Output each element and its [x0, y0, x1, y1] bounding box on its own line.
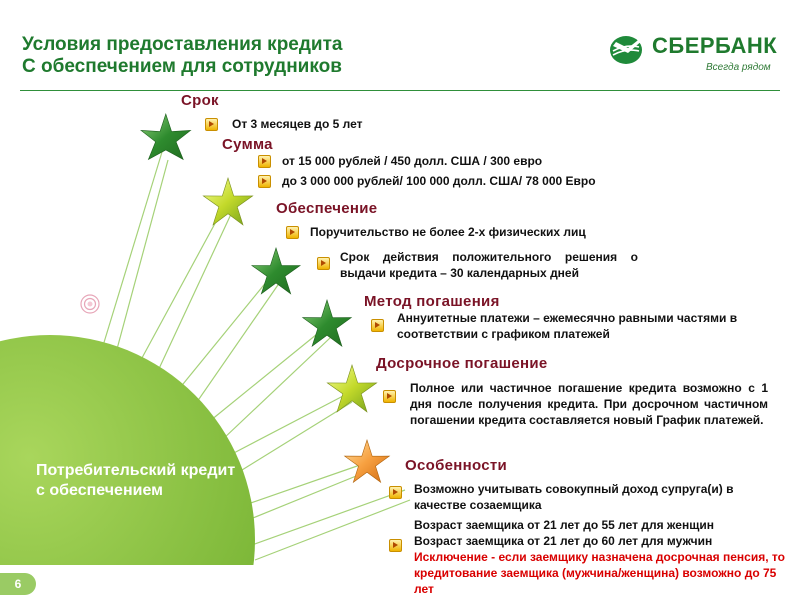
heading-early-repayment: Досрочное погашение — [376, 355, 548, 372]
bullet-icon — [371, 319, 384, 332]
title-divider — [20, 90, 780, 91]
heading-repayment: Метод погашения — [364, 293, 500, 310]
features-item-1: Возможно учитывать совокупный доход супруга(и) в качестве созаемщика — [414, 482, 734, 512]
security-item-1: Поручительство не более 2-х физических лиц — [310, 225, 586, 239]
page-title — [22, 34, 442, 78]
bullet-icon — [205, 118, 218, 131]
heading-features: Особенности — [405, 457, 508, 474]
star-icon-amount — [203, 178, 252, 225]
bullet-icon — [383, 390, 396, 403]
sberbank-logo-icon — [606, 34, 646, 66]
target-icon — [81, 295, 99, 313]
title-line-2: С обеспечением для сотрудников — [22, 56, 342, 77]
star-icon-term — [141, 114, 191, 159]
bullet-icon — [258, 175, 271, 188]
page-number: 6 — [0, 573, 36, 595]
amount-item-2: до 3 000 000 рублей/ 100 000 долл. США/ 78 000 Евро — [282, 174, 596, 188]
repayment-item-1: Аннуитетные платежи – ежемесячно равными частями в соответствии с графиком платежей — [397, 311, 738, 341]
title-line-1: Условия предоставления кредита — [22, 34, 343, 55]
star-icon-features — [345, 440, 390, 482]
security-item-2: Срок действия положительного решения о выдачи кредита – 30 календарных дней — [340, 250, 638, 280]
circle-label: Потребительский кредит с обеспечением — [36, 462, 236, 499]
bullet-icon — [317, 257, 330, 270]
bullet-icon — [286, 226, 299, 239]
term-item-1: От 3 месяцев до 5 лет — [232, 117, 363, 131]
logo-tagline: Всегда рядом — [706, 62, 771, 73]
bullet-icon — [389, 539, 402, 552]
features-exception: Исключение - если заемщику назначена досрочная пенсия, то кредитование заемщика (мужчина/женщина) возможно до 75 лет — [414, 550, 785, 596]
logo-wordmark: СБЕРБАНК — [652, 33, 778, 58]
early-item-1: Полное или частичное погашение кредита возможно с 1 дня после получения кредита. При досрочном частичном погашении кредита составляется новый График платежей. — [410, 381, 768, 427]
bullet-icon — [258, 155, 271, 168]
star-icon-early — [327, 365, 376, 412]
heading-term: Срок — [181, 92, 219, 109]
heading-amount: Сумма — [222, 136, 273, 153]
heading-security: Обеспечение — [276, 200, 378, 217]
amount-item-1: от 15 000 рублей / 450 долл. США / 300 евро — [282, 154, 543, 168]
features-item-3: Возраст заемщика от 21 лет до 60 лет для мужчин — [414, 534, 713, 548]
bullet-icon — [389, 486, 402, 499]
features-item-2: Возраст заемщика от 21 лет до 55 лет для женщин — [414, 518, 714, 532]
